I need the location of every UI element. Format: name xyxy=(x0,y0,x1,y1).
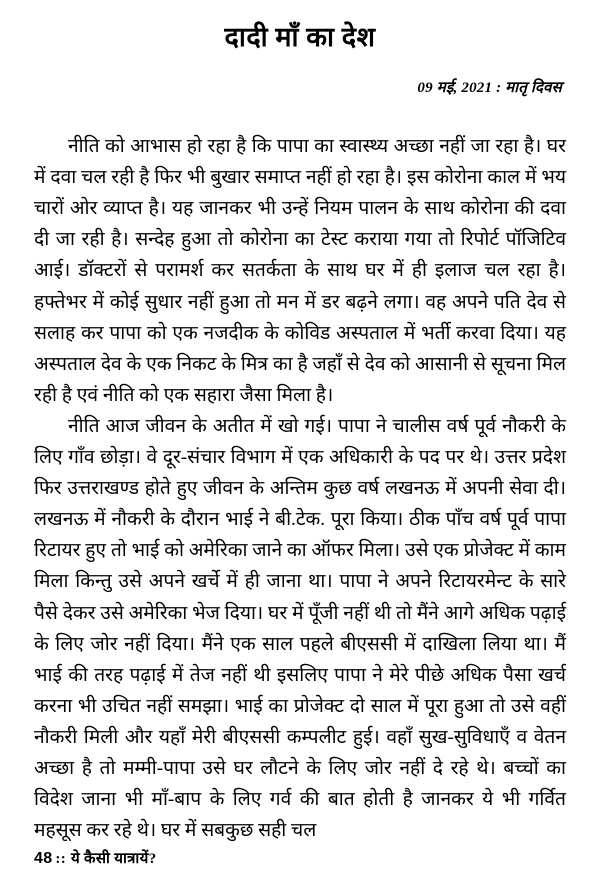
page-number: 48 xyxy=(34,850,53,867)
page-title: दादी माँ का देश xyxy=(224,22,376,52)
body-text xyxy=(34,131,566,846)
footer-separator: :: xyxy=(55,851,66,867)
paragraph-2: नीति आज जीवन के अतीत में खो गई। पापा ने चालीस वर्ष पूर्व नौकरी के लिए गाँव छोड़ा। वे दूर-संचार विभाग में एक अधिकारी के पद पर थे। उत्तर प्रदेश फिर उत्तराखण्ड होते हुए जीवन के अन्तिम कुछ वर्ष लखनऊ में अपनी सेवा दी। लखनऊ में नौकरी के दौरान भाई ने बी.टेक. पूरा किया। ठीक पाँच वर्ष पूर्व पापा रिटायर हुए तो भाई को अमेरिका जाने का ऑफर मिला। उसे एक प्रोजेक्ट में काम मिला किन्तु उसे अपने खर्चे में ही जाना था। पापा ने अपने रिटायरमेन्ट के सारे पैसे देकर उसे अमेरिका भेज दिया। घर में पूँजी नहीं थी तो मैंने आगे अधिक पढ़ाई के लिए जोर नहीं दिया। मैंने एक साल पहले बीएससी में दाखिला लिया था। मैं भाई की तरह पढ़ाई में तेज नहीं थी इसलिए पापा ने मेरे पीछे अधिक पैसा खर्च करना भी उचित नहीं समझा। भाई का प्रोजेक्ट दो साल में पूरा हुआ तो उसे वहीं नौकरी मिली और यहाँ मेरी बीएससी कम्पलीट हुई। वहाँ सुख-सुविधाएँ व वेतन अच्छा है तो मम्मी-पापा उसे घर लौटने के लिए जोर नहीं दे रहे थे। बच्चों का विदेश जाना भी माँ-बाप के लिए गर्व की बात होती है जानकर ये भी गर्वित महसूस कर रहे थे। घर में सबकुछ सही चल xyxy=(34,415,566,842)
dateline: 09 मई, 2021 : मातृ दिवस xyxy=(417,80,562,97)
page-footer xyxy=(34,848,156,868)
paragraph-1: नीति को आभास हो रहा है कि पापा का स्वास्थ्य अच्छा नहीं जा रहा है। घर में दवा चल रही है फिर भी बुखार समाप्त नहीं हो रहा है। इस कोरोना काल में भय चारों ओर व्याप्त है। यह जानकर भी उन्हें नियम पालन के साथ कोरोना की दवा दी जा रही है। सन्देह हुआ तो कोरोना का टेस्ट कराया गया तो रिपोर्ट पॉजिटिव आई। डॉक्टरों से परामर्श कर सतर्कता के साथ घर में ही इलाज चल रहा है। हफ्तेभर में कोई सुधार नहीं हुआ तो मन में डर बढ़ने लगा। वह अपने पति देव से सलाह कर पापा को एक नजदीक के कोविड अस्पताल में भर्ती करवा दिया। यह अस्पताल देव के एक निकट के मित्र का है जहाँ से देव को आसानी से सूचना मिल रही है एवं नीति को एक सहारा जैसा मिला है। xyxy=(34,136,566,406)
book-name: ये कैसी यात्रायें? xyxy=(71,851,157,867)
